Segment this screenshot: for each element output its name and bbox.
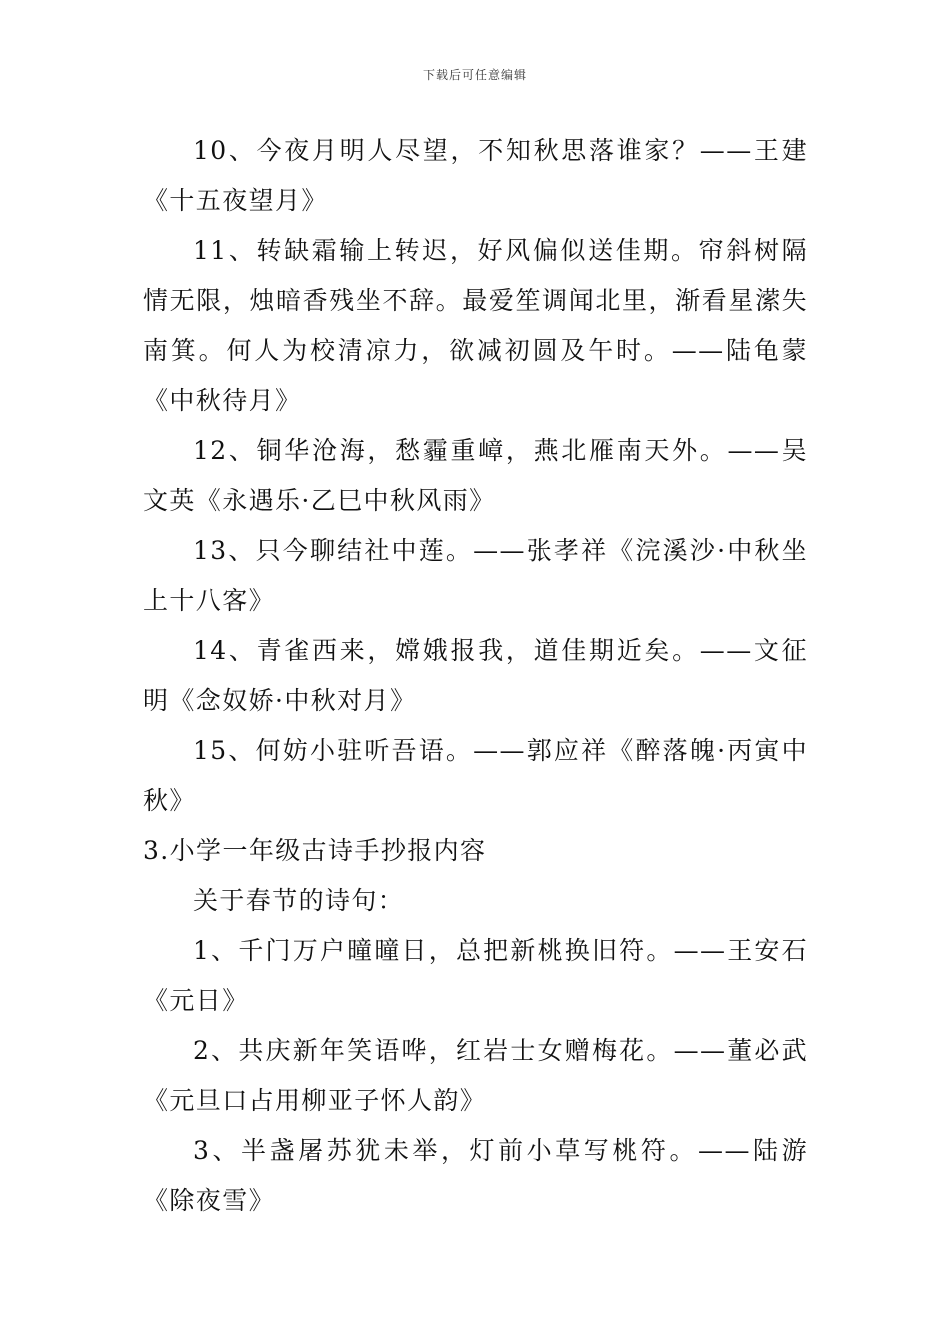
poem-paragraph-15: 15、何妨小驻听吾语。——郭应祥《醉落魄·丙寅中秋》	[143, 736, 808, 815]
spring-poem-paragraph-1: 1、千门万户曈曈日，总把新桃换旧符。——王安石《元日》	[143, 936, 808, 1015]
poem-paragraph-13: 13、只今聊结社中莲。——张孝祥《浣溪沙·中秋坐上十八客》	[143, 536, 808, 615]
poem-paragraph-12: 12、铜华沧海，愁霾重嶂，燕北雁南天外。——吴文英《永遇乐·乙巳中秋风雨》	[143, 436, 808, 515]
spring-poem-paragraph-2: 2、共庆新年笑语哗，红岩士女赠梅花。——董必武《元旦口占用柳亚子怀人韵》	[143, 1036, 808, 1115]
header-note: 下载后可任意编辑	[422, 68, 527, 82]
section-intro: 关于春节的诗句：	[193, 886, 405, 915]
document-body	[143, 126, 808, 1226]
section-heading: 3.小学一年级古诗手抄报内容	[143, 836, 487, 865]
spring-poem-paragraph-3: 3、半盏屠苏犹未举，灯前小草写桃符。——陆游《除夜雪》	[143, 1136, 808, 1215]
poem-paragraph-10: 10、今夜月明人尽望，不知秋思落谁家？——王建《十五夜望月》	[143, 136, 808, 215]
poem-paragraph-11: 11、转缺霜输上转迟，好风偏似送佳期。帘斜树隔情无限，烛暗香残坐不辞。最爱笙调闻北里，渐看星潆失南箕。何人为校清凉力，欲减初圆及午时。——陆龟蒙《中秋待月》	[143, 236, 808, 415]
poem-paragraph-14: 14、青雀西来，嫦娥报我，道佳期近矣。——文征明《念奴娇·中秋对月》	[143, 636, 808, 715]
